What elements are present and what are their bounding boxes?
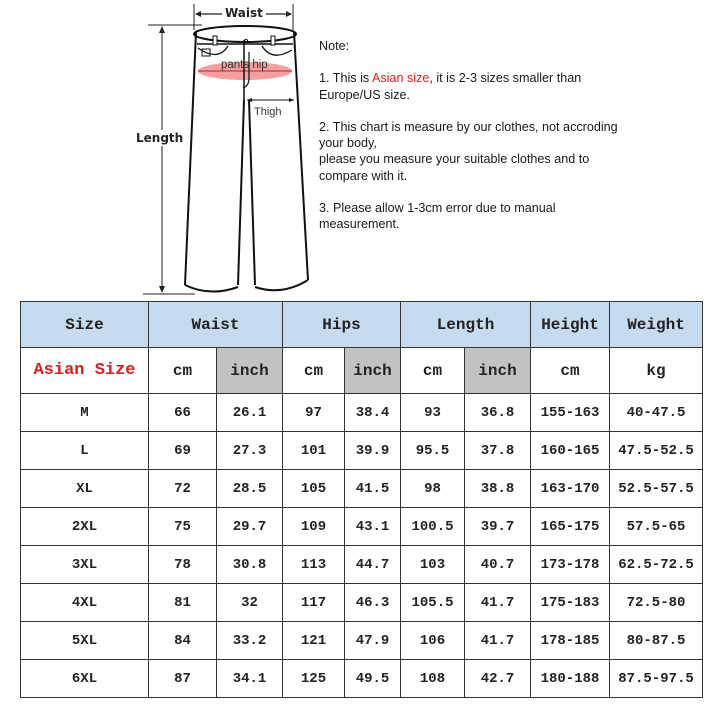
cell-hips-inch: 43.1 xyxy=(345,508,401,546)
size-rows xyxy=(21,394,703,698)
cell-waist-inch: 32 xyxy=(217,584,283,622)
cell-length-cm: 95.5 xyxy=(401,432,465,470)
cell-weight-kg: 72.5-80 xyxy=(610,584,703,622)
table-row xyxy=(21,394,703,432)
cell-length-cm: 105.5 xyxy=(401,584,465,622)
unit-cm: cm xyxy=(283,348,345,394)
unit-cm: cm xyxy=(149,348,217,394)
notes-panel xyxy=(319,38,639,249)
note-1-text: 1. This is xyxy=(319,71,372,86)
cell-height-cm: 160-165 xyxy=(531,432,610,470)
cell-length-cm: 98 xyxy=(401,470,465,508)
cell-hips-cm: 105 xyxy=(283,470,345,508)
cell-weight-kg: 57.5-65 xyxy=(610,508,703,546)
unit-inch: inch xyxy=(345,348,401,394)
cell-length-cm: 93 xyxy=(401,394,465,432)
cell-length-inch: 42.7 xyxy=(465,660,531,698)
cell-height-cm: 178-185 xyxy=(531,622,610,660)
cell-length-inch: 41.7 xyxy=(465,584,531,622)
pants-measurement-diagram xyxy=(0,0,320,300)
notes-title: Note: xyxy=(319,39,350,53)
waist-label: Waist xyxy=(225,6,263,20)
unit-cm: cm xyxy=(401,348,465,394)
cell-height-cm: 175-183 xyxy=(531,584,610,622)
thigh-label: Thigh xyxy=(254,106,282,118)
cell-size: XL xyxy=(21,470,149,508)
cell-weight-kg: 62.5-72.5 xyxy=(610,546,703,584)
header-size: Size xyxy=(21,302,149,348)
cell-height-cm: 155-163 xyxy=(531,394,610,432)
cell-length-cm: 106 xyxy=(401,622,465,660)
cell-waist-inch: 33.2 xyxy=(217,622,283,660)
cell-weight-kg: 40-47.5 xyxy=(610,394,703,432)
cell-hips-cm: 121 xyxy=(283,622,345,660)
cell-length-inch: 37.8 xyxy=(465,432,531,470)
cell-size: 4XL xyxy=(21,584,149,622)
cell-hips-inch: 44.7 xyxy=(345,546,401,584)
note-1-text-end: , it is 2-3 sizes smaller than Europe/US size. xyxy=(319,71,582,102)
header-waist: Waist xyxy=(149,302,283,348)
cell-waist-inch: 28.5 xyxy=(217,470,283,508)
pants-outline-icon xyxy=(0,0,320,300)
cell-waist-inch: 26.1 xyxy=(217,394,283,432)
cell-hips-cm: 109 xyxy=(283,508,345,546)
cell-length-cm: 100.5 xyxy=(401,508,465,546)
cell-waist-cm: 84 xyxy=(149,622,217,660)
cell-waist-cm: 78 xyxy=(149,546,217,584)
cell-waist-inch: 30.8 xyxy=(217,546,283,584)
cell-waist-cm: 87 xyxy=(149,660,217,698)
table-row xyxy=(21,584,703,622)
table-row xyxy=(21,470,703,508)
unit-inch: inch xyxy=(465,348,531,394)
table-row xyxy=(21,660,703,698)
cell-weight-kg: 87.5-97.5 xyxy=(610,660,703,698)
cell-hips-inch: 47.9 xyxy=(345,622,401,660)
cell-waist-cm: 81 xyxy=(149,584,217,622)
cell-size: 6XL xyxy=(21,660,149,698)
cell-size: 5XL xyxy=(21,622,149,660)
note-3: 3. Please allow 1-3cm error due to manual measurement. xyxy=(319,201,556,232)
cell-waist-inch: 27.3 xyxy=(217,432,283,470)
table-row xyxy=(21,546,703,584)
note-2-line-2: please you measure your suitable clothes and to compare with it. xyxy=(319,152,590,183)
cell-length-inch: 41.7 xyxy=(465,622,531,660)
cell-hips-inch: 38.4 xyxy=(345,394,401,432)
asian-size-highlight: Asian size xyxy=(371,71,430,86)
cell-weight-kg: 52.5-57.5 xyxy=(610,470,703,508)
cell-length-inch: 36.8 xyxy=(465,394,531,432)
cell-waist-cm: 75 xyxy=(149,508,217,546)
size-chart-table xyxy=(20,301,703,698)
cell-height-cm: 163-170 xyxy=(531,470,610,508)
note-1 xyxy=(319,70,639,103)
unit-row xyxy=(21,348,703,394)
header-row xyxy=(21,302,703,348)
header-weight: Weight xyxy=(610,302,703,348)
cell-weight-kg: 47.5-52.5 xyxy=(610,432,703,470)
cell-height-cm: 165-175 xyxy=(531,508,610,546)
cell-weight-kg: 80-87.5 xyxy=(610,622,703,660)
cell-waist-inch: 29.7 xyxy=(217,508,283,546)
cell-hips-cm: 113 xyxy=(283,546,345,584)
cell-height-cm: 173-178 xyxy=(531,546,610,584)
header-length: Length xyxy=(401,302,531,348)
table-row xyxy=(21,508,703,546)
cell-hips-inch: 39.9 xyxy=(345,432,401,470)
asian-size-label: Asian Size xyxy=(21,348,149,394)
unit-cm: cm xyxy=(531,348,610,394)
header-height: Height xyxy=(531,302,610,348)
unit-inch: inch xyxy=(217,348,283,394)
note-2-line-1: 2. This chart is measure by our clothes, not accroding your body, xyxy=(319,119,618,151)
length-label: Length xyxy=(136,131,184,145)
cell-waist-cm: 66 xyxy=(149,394,217,432)
cell-hips-cm: 101 xyxy=(283,432,345,470)
cell-size: 2XL xyxy=(21,508,149,546)
note-2 xyxy=(319,119,639,184)
cell-hips-cm: 97 xyxy=(283,394,345,432)
cell-hips-inch: 49.5 xyxy=(345,660,401,698)
cell-hips-inch: 46.3 xyxy=(345,584,401,622)
cell-hips-cm: 117 xyxy=(283,584,345,622)
cell-length-inch: 40.7 xyxy=(465,546,531,584)
hip-label: pants hip xyxy=(221,59,268,71)
cell-hips-cm: 125 xyxy=(283,660,345,698)
cell-waist-cm: 72 xyxy=(149,470,217,508)
cell-height-cm: 180-188 xyxy=(531,660,610,698)
cell-size: L xyxy=(21,432,149,470)
unit-kg: kg xyxy=(610,348,703,394)
cell-size: M xyxy=(21,394,149,432)
cell-length-cm: 103 xyxy=(401,546,465,584)
header-hips: Hips xyxy=(283,302,401,348)
cell-length-inch: 38.8 xyxy=(465,470,531,508)
table-row xyxy=(21,432,703,470)
cell-length-inch: 39.7 xyxy=(465,508,531,546)
table-row xyxy=(21,622,703,660)
cell-waist-cm: 69 xyxy=(149,432,217,470)
cell-waist-inch: 34.1 xyxy=(217,660,283,698)
cell-size: 3XL xyxy=(21,546,149,584)
cell-length-cm: 108 xyxy=(401,660,465,698)
cell-hips-inch: 41.5 xyxy=(345,470,401,508)
